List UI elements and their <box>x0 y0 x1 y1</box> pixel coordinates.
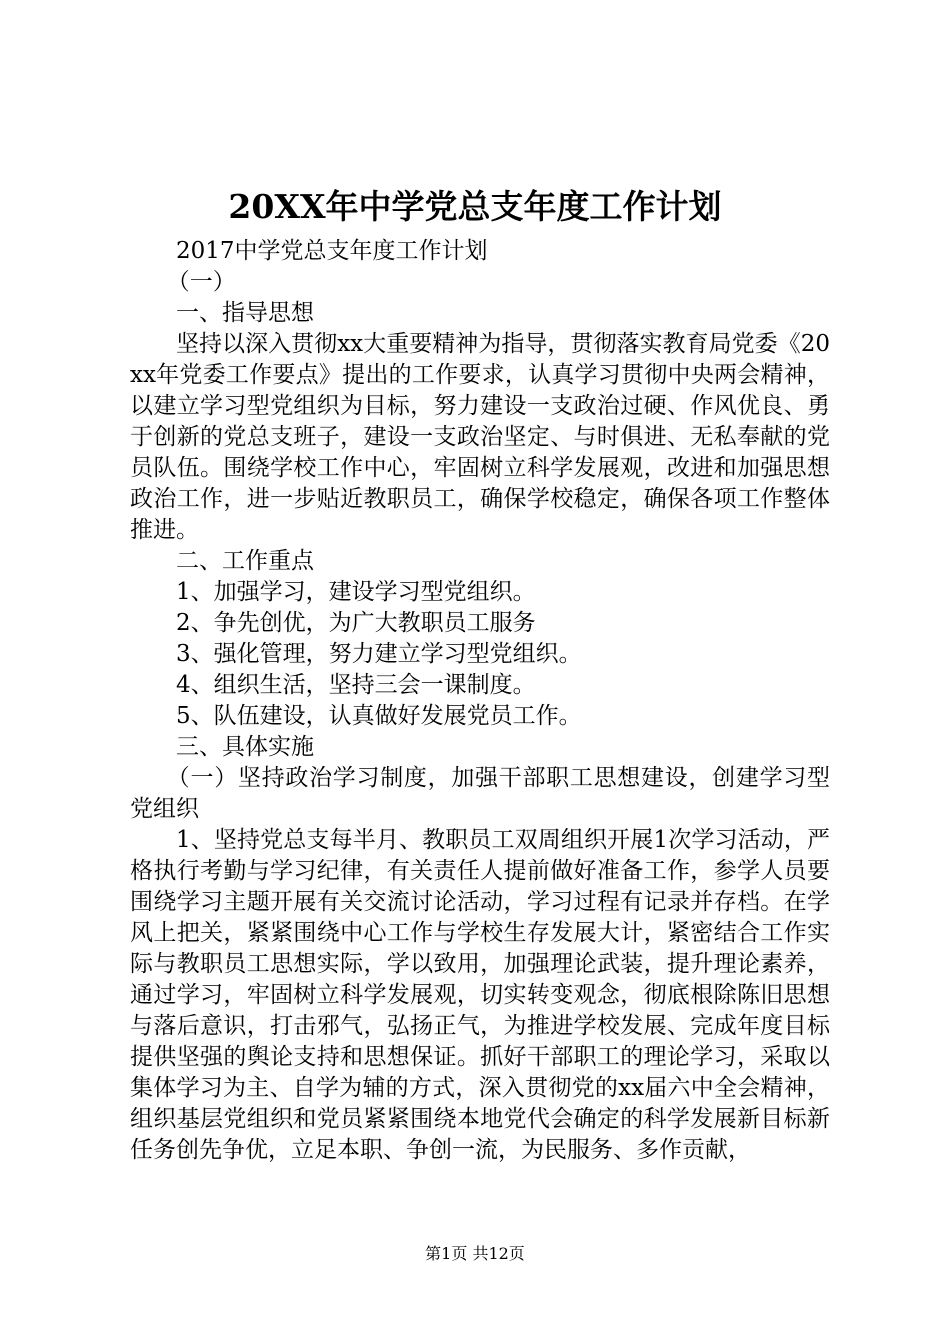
list-item: 5、队伍建设，认真做好发展党员工作。 <box>176 703 582 729</box>
subsection-heading: （一）坚持政治学习制度，加强干部职工思想建设，创建学习型党组织 <box>130 765 830 822</box>
body-paragraph: 坚持以深入贯彻xx大重要精神为指导，贯彻落实教育局党委《20xx年党委工作要点》提出的工作要求，认真学习贯彻中央两会精神，以建立学习型党组织为目标，努力建设一支政治过硬、作风优良、勇于创新的党总支班子，建设一支政治坚定、与时俱进、无私奉献的党员队伍。围绕学校工作中心，牢固树立科学发展观，改进和加强思想政治工作，进一步贴近教职员工，确保学校稳定，确保各项工作整体推进。 <box>130 331 830 543</box>
section-heading-implementation: 三、具体实施 <box>176 734 314 760</box>
document-body <box>130 236 830 1166</box>
subtitle-paragraph: 2017中学党总支年度工作计划 <box>176 238 488 264</box>
list-item: 4、组织生活，坚持三会一课制度。 <box>176 672 536 698</box>
document-title: 20XX年中学党总支年度工作计划 <box>228 187 722 226</box>
section-heading-guiding-ideology: 一、指导思想 <box>176 300 314 326</box>
list-item: 3、强化管理，努力建立学习型党组织。 <box>176 641 582 667</box>
list-item: 1、加强学习，建设学习型党组织。 <box>176 579 536 605</box>
section-heading-work-focus: 二、工作重点 <box>176 548 314 574</box>
page-footer: 第1页 共12页 <box>425 1244 525 1263</box>
section-marker: （一） <box>166 269 236 295</box>
body-paragraph: 1、坚持党总支每半月、教职员工双周组织开展1次学习活动，严格执行考勤与学习纪律，有关责任人提前做好准备工作，参学人员要围绕学习主题开展有关交流讨论活动，学习过程有记录并存档。在学风上把关，紧紧围绕中心工作与学校生存发展大计，紧密结合工作实际与教职员工思想实际，学以致用，加强理论武装，提升理论素养，通过学习，牢固树立科学发展观，切实转变观念，彻底根除陈旧思想与落后意识，打击邪气，弘扬正气，为推进学校发展、完成年度目标提供坚强的舆论支持和思想保证。抓好干部职工的理论学习，采取以集体学习为主、自学为辅的方式，深入贯彻党的xx届六中全会精神，组织基层党组织和党员紧紧围绕本地党代会确定的科学发展新目标新任务创先争优，立足本职、争创一流，为民服务、多作贡献， <box>130 827 830 1163</box>
list-item: 2、争先创优，为广大教职员工服务 <box>176 610 536 636</box>
